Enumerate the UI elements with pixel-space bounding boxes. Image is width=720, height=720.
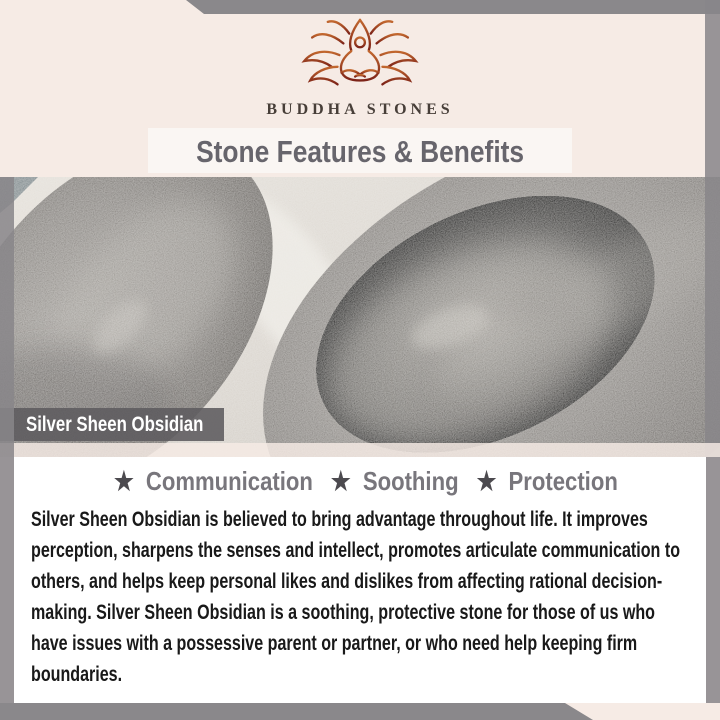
feature-label: Communication bbox=[145, 466, 313, 496]
photo-bottom-fade bbox=[0, 443, 720, 457]
frame-top-ribbon bbox=[0, 0, 720, 14]
feature-label: Protection bbox=[508, 466, 618, 496]
frame-right-strip bbox=[705, 0, 720, 703]
feature-list bbox=[14, 466, 706, 497]
page-title: Stone Features & Benefits bbox=[196, 134, 525, 169]
star-icon: ★ bbox=[330, 466, 351, 496]
feature-label: Soothing bbox=[362, 466, 459, 496]
obsidian-stones-photo bbox=[0, 177, 720, 457]
lotus-meditation-icon bbox=[285, 16, 435, 100]
star-icon: ★ bbox=[113, 466, 134, 496]
brand-name: BUDDHA STONES bbox=[266, 101, 454, 118]
stone-description: Silver Sheen Obsidian is believed to bring advantage throughout life. It improves perception, sharpens the senses and intellect, promotes articulate communication to others, and helps keep personal likes and dislikes from affecting rational decision-making. Silver Sheen Obsidian is a soothing, protective stone for those of us who have issues with a possessive parent or partner, or who need help keeping firm boundaries. bbox=[31, 508, 681, 686]
star-icon: ★ bbox=[476, 466, 497, 496]
section-title-band bbox=[148, 128, 572, 173]
feature-item bbox=[465, 466, 618, 496]
stone-name-badge bbox=[0, 408, 224, 441]
feature-item bbox=[102, 466, 313, 496]
frame-bottom-ribbon bbox=[0, 703, 720, 720]
frame-left-strip bbox=[0, 177, 14, 720]
brand-logo-block bbox=[0, 16, 720, 119]
benefits-panel bbox=[14, 457, 706, 703]
stone-name-label: Silver Sheen Obsidian bbox=[26, 413, 204, 436]
feature-item bbox=[319, 466, 459, 496]
